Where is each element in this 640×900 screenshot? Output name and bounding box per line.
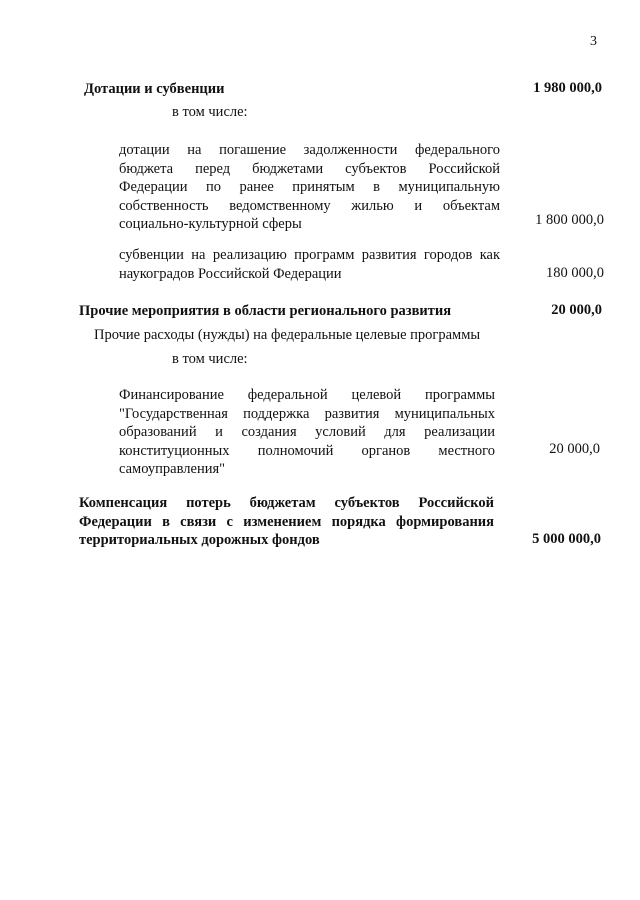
page-number: 3 (590, 34, 597, 49)
text-line: образований и создания условий для реализации (119, 424, 495, 440)
text-line: Финансирование федеральной целевой программы (119, 387, 495, 403)
including-label: в том числе: (172, 104, 248, 120)
text-line: субвенции на реализацию программ развития городов как (119, 247, 500, 263)
text-line: дотации на погашение задолженности федерального (119, 142, 500, 158)
subsection-title-target-programs: Прочие расходы (нужды) на федеральные целевые программы (94, 327, 481, 343)
item-science-cities-text (119, 246, 500, 283)
text-line: наукоградов Российской Федерации (119, 265, 342, 282)
text-line: Федерации по ранее принятым в муниципальную (119, 179, 500, 195)
text-line: собственность ведомственному жилью и объектам (119, 197, 500, 214)
section-amount-road-funds-compensation: 5 000 000,0 (532, 531, 601, 547)
section-title-road-funds-compensation (79, 494, 494, 550)
item-debt-subsidies-text (119, 141, 500, 234)
item-municipal-program-amount: 20 000,0 (549, 441, 600, 457)
text-line: Федерации в связи с изменением порядка формирования (79, 513, 494, 530)
item-science-cities-amount: 180 000,0 (546, 265, 604, 281)
section-title-regional-development: Прочие мероприятия в области регионального развития (79, 303, 452, 319)
including-label: в том числе: (172, 351, 248, 367)
section-amount-regional-development: 20 000,0 (551, 302, 602, 318)
text-line: конституционных полномочий органов местного (119, 442, 495, 459)
text-line: социально-культурной сферы (119, 216, 302, 232)
section-amount-subsidies: 1 980 000,0 (533, 80, 602, 96)
text-line: самоуправления" (119, 461, 226, 477)
text-line: "Государственная поддержка развития муниципальных (119, 405, 495, 422)
item-debt-subsidies-amount: 1 800 000,0 (535, 212, 604, 228)
item-municipal-program-text (119, 386, 495, 479)
text-line: Компенсация потерь бюджетам субъектов Российской (79, 495, 494, 511)
text-line: территориальных дорожных фондов (79, 532, 320, 548)
section-title-subsidies: Дотации и субвенции (84, 81, 225, 97)
text-line: бюджета перед бюджетами субъектов Российской (119, 160, 500, 177)
